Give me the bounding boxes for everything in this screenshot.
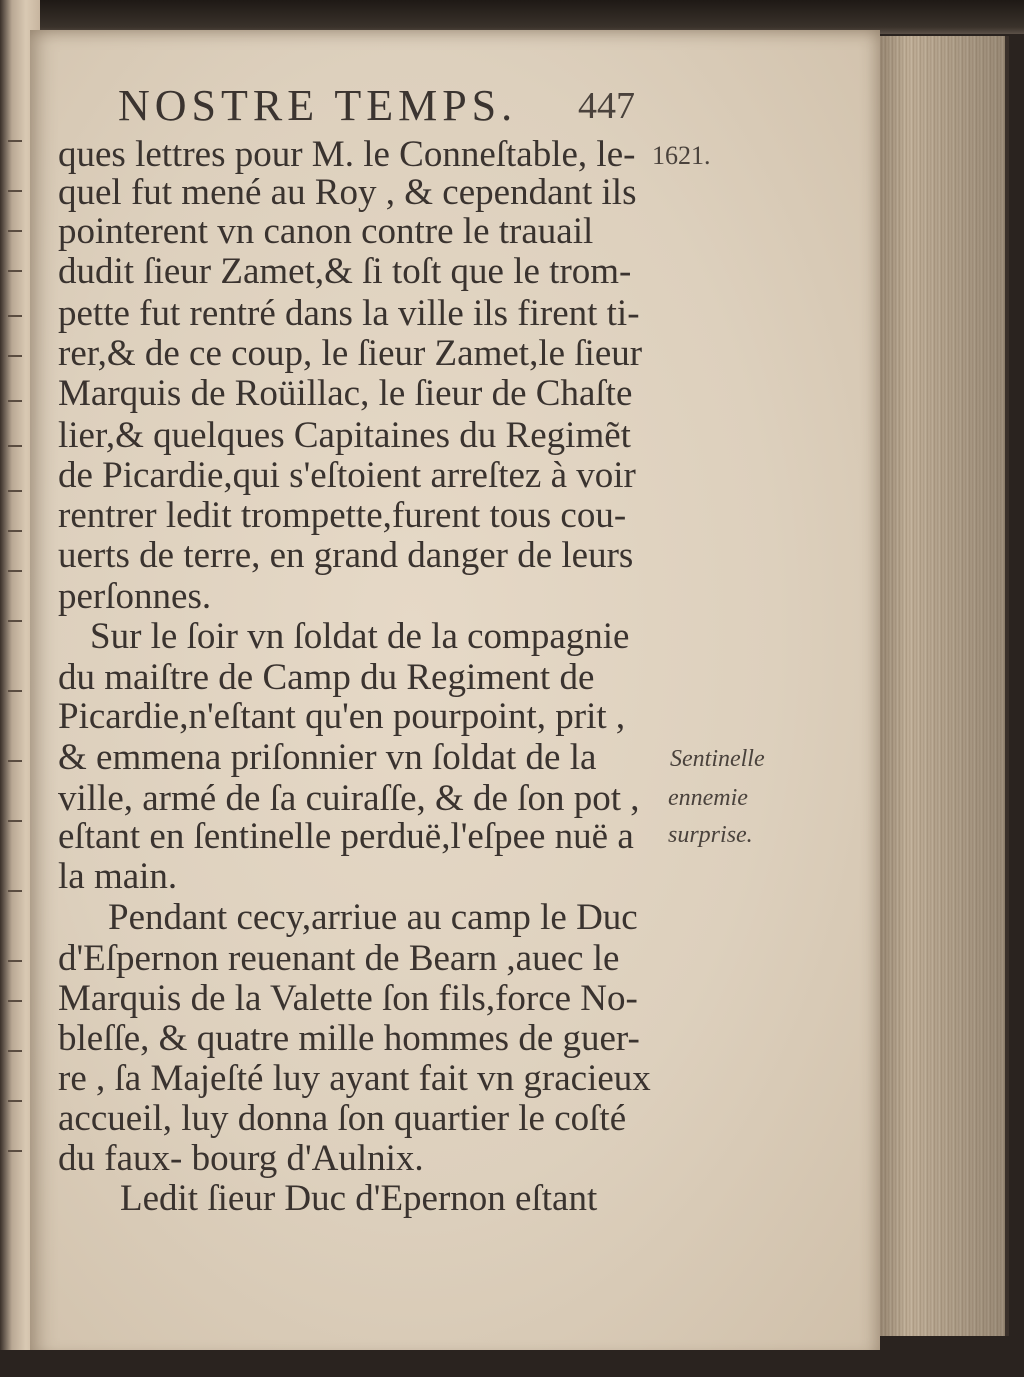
text-line-15: Picardie,n'eſtant qu'en pourpoint, prit , (58, 696, 626, 737)
text-line-17: ville, armé de ſa cuiraſſe, & de ſon pot , (58, 778, 640, 819)
text-line-23: bleſſe, & quatre mille hommes de guer- (58, 1018, 640, 1059)
margin-year: 1621. (652, 141, 711, 170)
text-line-24: re , ſa Majeſté luy ayant fait vn gracieux (58, 1058, 651, 1099)
text-line-9: de Picardie,qui s'eſtoient arreſtez à voir (58, 455, 636, 496)
margin-note-line-1: Sentinelle (670, 746, 765, 772)
top-shadow (0, 0, 1024, 34)
text-line-22: Marquis de la Valette ſon fils,force No- (58, 978, 638, 1019)
text-line-27: Ledit ſieur Duc d'Epernon eſtant (120, 1178, 598, 1219)
text-line-11: uerts de terre, en grand danger de leurs (58, 535, 634, 576)
previous-page-edge-marks (0, 100, 30, 1200)
text-line-1: ques lettres pour M. le Conneſtable, le- (58, 134, 636, 175)
margin-note-line-3: surprise. (668, 822, 753, 848)
text-line-6: rer,& de ce coup, le ſieur Zamet,le ſieur (58, 333, 643, 374)
text-line-2: quel fut mené au Roy , & cependant ils (58, 172, 637, 213)
text-line-10: rentrer ledit trompette,furent tous cou- (58, 495, 627, 536)
text-line-26: du faux- bourg d'Aulnix. (58, 1138, 424, 1179)
running-head-title: NOSTRE TEMPS. (118, 81, 518, 130)
margin-note-line-2: ennemie (668, 785, 748, 811)
text-line-3: pointerent vn canon contre le trauail (58, 211, 594, 252)
text-line-14: du maiſtre de Camp du Regiment de (58, 657, 595, 698)
text-line-20: Pendant cecy,arriue au camp le Duc (108, 897, 638, 938)
text-line-21: d'Eſpernon reuenant de Bearn ,auec le (58, 938, 620, 979)
text-line-5: pette fut rentré dans la ville ils firent ti- (58, 293, 640, 334)
text-line-8: lier,& quelques Capitaines du Regimẽt (58, 415, 631, 456)
text-line-7: Marquis de Roüillac, le ſieur de Chaſte (58, 373, 633, 414)
bottom-shadow (0, 1350, 1024, 1377)
text-line-4: dudit ſieur Zamet,& ſi toſt que le trom- (58, 251, 632, 292)
page-edges-shade (875, 36, 1005, 1336)
page-number: 447 (578, 85, 635, 127)
text-line-19: la main. (58, 856, 178, 897)
text-line-13: Sur le ſoir vn ſoldat de la compagnie (90, 616, 630, 657)
text-line-12: perſonnes. (58, 576, 212, 617)
text-line-25: accueil, luy donna ſon quartier le coſté (58, 1098, 627, 1139)
text-line-16: & emmena priſonnier vn ſoldat de la (58, 737, 597, 778)
text-line-18: eſtant en ſentinelle perduë,l'eſpee nuë a (58, 816, 634, 857)
